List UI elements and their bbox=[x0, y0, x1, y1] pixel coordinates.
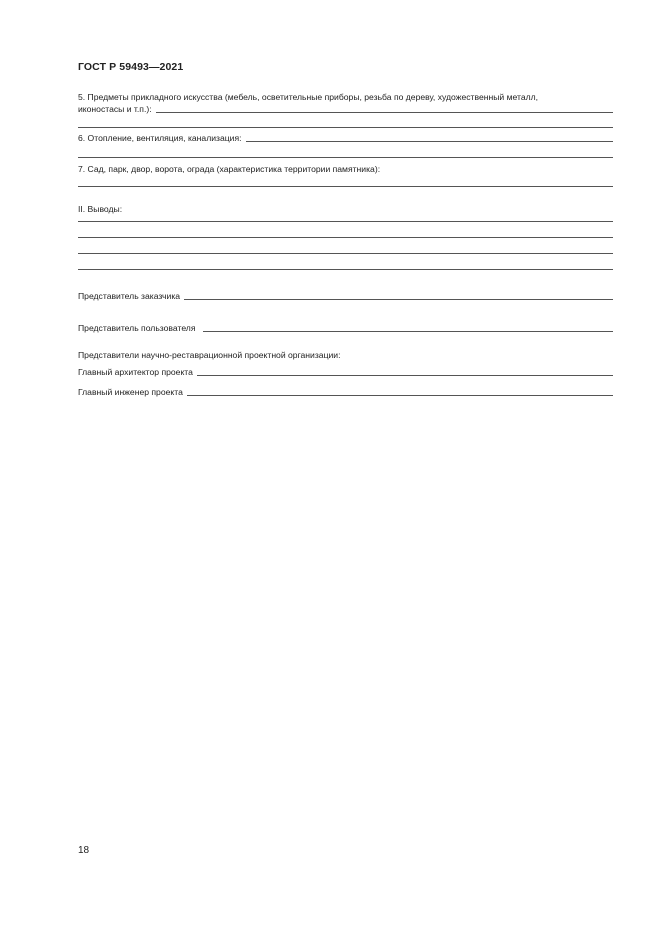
item-7-blank-line[interactable] bbox=[78, 185, 613, 187]
user-representative-label: Представитель пользователя bbox=[78, 323, 196, 333]
customer-representative-label: Представитель заказчика bbox=[78, 291, 181, 301]
page-number: 18 bbox=[78, 845, 90, 856]
conclusions-line-2[interactable] bbox=[78, 236, 613, 238]
chief-engineer-row bbox=[78, 386, 613, 398]
user-representative-line[interactable] bbox=[203, 322, 613, 332]
item-6-label: 6. Отопление, вентиляция, канализация: bbox=[78, 133, 242, 143]
form-content bbox=[78, 88, 613, 398]
chief-engineer-line[interactable] bbox=[187, 386, 613, 396]
document-standard-number: ГОСТ Р 59493—2021 bbox=[78, 61, 184, 73]
conclusions-heading: II. Выводы: bbox=[78, 204, 123, 214]
chief-architect-line[interactable] bbox=[197, 366, 613, 376]
item-5-fill-line[interactable] bbox=[156, 103, 613, 113]
chief-architect-label: Главный архитектор проекта bbox=[78, 367, 193, 377]
item-5-text-line2: иконостасы и т.п.): bbox=[78, 104, 152, 114]
item-5-blank-line[interactable] bbox=[78, 126, 613, 128]
conclusions-line-3[interactable] bbox=[78, 252, 613, 254]
item-6-blank-line[interactable] bbox=[78, 156, 613, 158]
chief-engineer-label: Главный инженер проекта bbox=[78, 387, 183, 397]
user-representative-row bbox=[78, 322, 613, 334]
organization-representatives-heading: Представители научно-реставрационной проектной организации: bbox=[78, 350, 341, 360]
conclusions-line-1[interactable] bbox=[78, 220, 613, 222]
chief-architect-row bbox=[78, 366, 613, 378]
customer-representative-row bbox=[78, 290, 613, 302]
item-6-row bbox=[78, 132, 613, 144]
item-7-label: 7. Сад, парк, двор, ворота, ограда (характеристика территории памятника): bbox=[78, 164, 381, 174]
item-5-row bbox=[78, 103, 613, 115]
customer-representative-line[interactable] bbox=[184, 290, 613, 300]
conclusions-line-4[interactable] bbox=[78, 268, 613, 270]
item-5-text-line1: 5. Предметы прикладного искусства (мебель, осветительные приборы, резьба по дереву, художественный металл, bbox=[78, 92, 539, 102]
item-6-fill-line[interactable] bbox=[246, 132, 613, 142]
